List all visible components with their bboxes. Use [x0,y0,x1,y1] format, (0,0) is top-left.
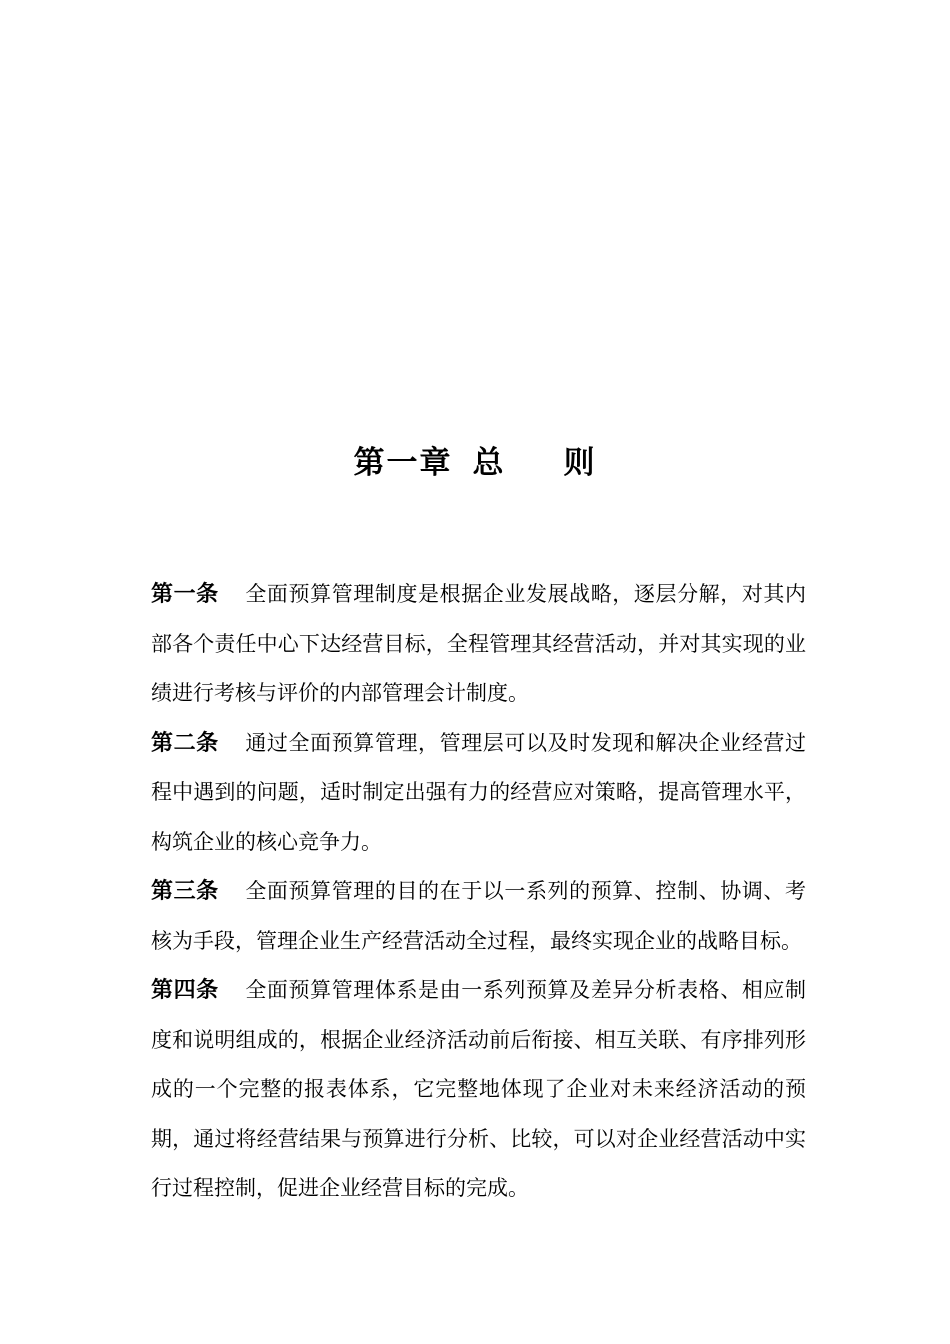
chapter-number: 第一章 [353,445,453,481]
chapter-title [0,437,950,489]
chapter-title-char-1: 总 [472,445,506,481]
article-label: 第一条 [151,581,219,607]
article-text: 全面预算管理的目的在于以一系列的预算、控制、协调、考核为手段，管理企业生产经营活动全过程，最终实现企业的战略目标。 [151,879,806,953]
article-text: 全面预算管理体系是由一系列预算及差异分析表格、相应制度和说明组成的，根据企业经济活动前后衔接、相互关联、有序排列形成的一个完整的报表体系，它完整地体现了企业对未来经济活动的预期，通过将经营结果与预算进行分析、比较，可以对企业经营活动中实行过程控制，促进企业经营目标的完成。 [151,978,806,1200]
article-label: 第三条 [151,878,219,904]
article-text: 全面预算管理制度是根据企业发展战略，逐层分解，对其内部各个责任中心下达经营目标，全程管理其经营活动，并对其实现的业绩进行考核与评价的内部管理会计制度。 [151,582,806,705]
article-text: 通过全面预算管理，管理层可以及时发现和解决企业经营过程中遇到的问题，适时制定出强有力的经营应对策略，提高管理水平，构筑企业的核心竞争力。 [151,730,806,854]
article-1 [151,570,806,719]
article-3 [151,867,806,966]
articles-list [151,570,806,1214]
article-2 [151,719,806,868]
article-label: 第四条 [151,977,219,1003]
article-4 [151,966,806,1214]
article-label: 第二条 [151,729,219,756]
chapter-title-char-2: 则 [563,445,597,481]
